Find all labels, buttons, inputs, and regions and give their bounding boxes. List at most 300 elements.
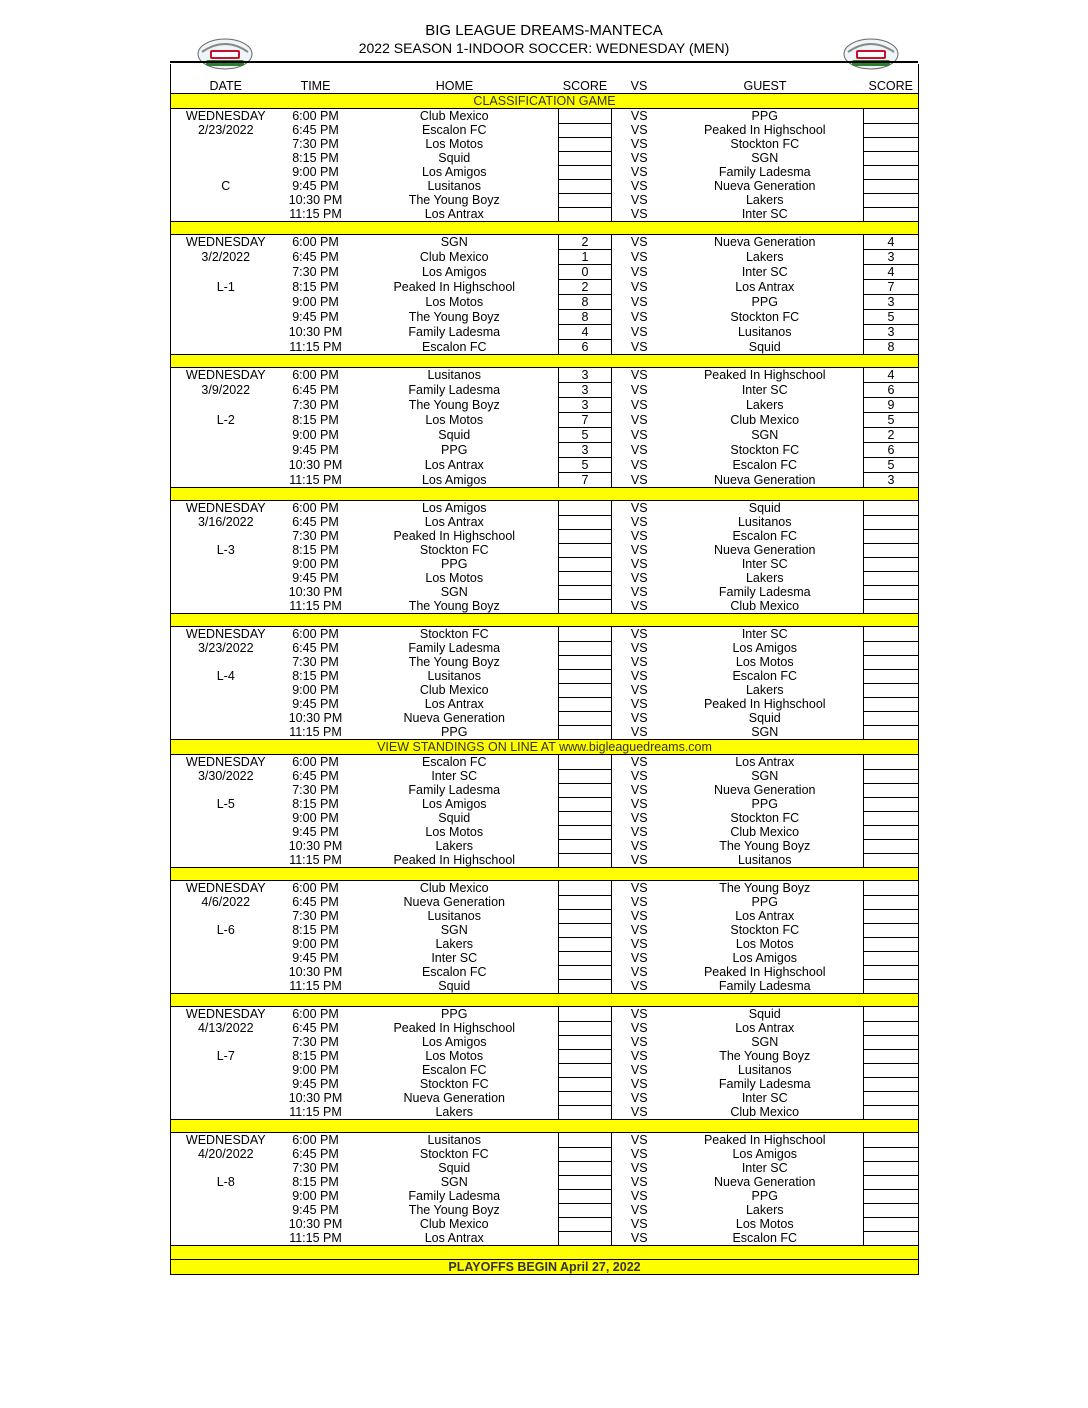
guest-team: Lusitanos bbox=[737, 515, 792, 529]
game-row bbox=[171, 711, 919, 725]
guest-score-box bbox=[864, 515, 919, 529]
game-time: 7:30 PM bbox=[292, 1161, 339, 1175]
game-time: 7:30 PM bbox=[292, 783, 339, 797]
home-score-box: 7 bbox=[559, 413, 612, 428]
game-row bbox=[171, 909, 919, 923]
guest-team: Los Amigos bbox=[732, 1147, 798, 1161]
game-time: 10:30 PM bbox=[288, 839, 343, 853]
guest-score-box bbox=[864, 1007, 919, 1022]
game-row bbox=[171, 515, 919, 529]
home-score-box bbox=[559, 797, 612, 811]
day-cell bbox=[171, 711, 281, 725]
game-time: 8:15 PM bbox=[292, 151, 339, 165]
guest-team: Lakers bbox=[745, 683, 784, 697]
game-row bbox=[171, 543, 919, 557]
guest-team: PPG bbox=[751, 295, 778, 309]
day-cell bbox=[171, 655, 281, 669]
game-time: 9:00 PM bbox=[292, 557, 339, 571]
vs-label: VS bbox=[630, 979, 648, 993]
home-score-box bbox=[559, 1021, 612, 1035]
game-row bbox=[171, 1077, 919, 1091]
vs-label: VS bbox=[630, 655, 648, 669]
week-day: WEDNESDAY bbox=[185, 627, 266, 641]
home-team: Family Ladesma bbox=[408, 383, 501, 397]
day-cell bbox=[171, 265, 281, 280]
game-time: 11:15 PM bbox=[289, 1105, 342, 1119]
guest-score-box bbox=[864, 783, 919, 797]
home-score-box bbox=[559, 895, 612, 909]
home-score-box bbox=[559, 515, 612, 529]
game-time: 6:00 PM bbox=[292, 368, 339, 383]
vs-label: VS bbox=[630, 1203, 648, 1217]
home-team: Stockton FC bbox=[419, 627, 489, 641]
guest-score-box bbox=[864, 853, 919, 868]
game-row bbox=[171, 797, 919, 811]
home-team: PPG bbox=[441, 725, 468, 739]
guest-team: Inter SC bbox=[741, 1091, 788, 1105]
vs-label: VS bbox=[630, 310, 648, 324]
home-score-box bbox=[559, 501, 612, 516]
guest-score-box bbox=[864, 1133, 919, 1148]
guest-team: The Young Boyz bbox=[719, 839, 811, 853]
game-row bbox=[171, 310, 919, 325]
week-day: WEDNESDAY bbox=[185, 755, 266, 769]
guest-team: Lusitanos bbox=[737, 325, 792, 339]
day-cell bbox=[171, 783, 281, 797]
game-time: 8:15 PM bbox=[292, 413, 339, 427]
day-cell bbox=[171, 207, 281, 222]
home-score-box bbox=[559, 811, 612, 825]
guest-score-box: 6 bbox=[864, 383, 919, 398]
guest-team: Los Motos bbox=[735, 1217, 794, 1231]
vs-label: VS bbox=[630, 923, 648, 937]
game-time: 6:00 PM bbox=[292, 109, 339, 123]
vs-label: VS bbox=[630, 1231, 648, 1245]
home-team: Escalon FC bbox=[421, 965, 487, 979]
game-time: 9:45 PM bbox=[292, 310, 339, 324]
guest-score-box bbox=[864, 1231, 919, 1246]
home-team: PPG bbox=[441, 1007, 468, 1021]
home-team: Los Amigos bbox=[421, 472, 487, 487]
separator-cell bbox=[171, 614, 919, 627]
classification-banner: CLASSIFICATION GAME bbox=[171, 94, 919, 109]
vs-label: VS bbox=[630, 641, 648, 655]
home-score-box bbox=[559, 853, 612, 868]
guest-team: Peaked In Highschool bbox=[703, 1133, 826, 1147]
home-score-box bbox=[559, 769, 612, 783]
game-time: 6:00 PM bbox=[292, 235, 339, 250]
page-subtitle: 2022 SEASON 1-INDOOR SOCCER: WEDNESDAY (MEN) bbox=[358, 40, 730, 56]
game-row bbox=[171, 250, 919, 265]
game-time: 6:00 PM bbox=[292, 881, 339, 895]
home-score-box bbox=[559, 669, 612, 683]
guest-score-box: 3 bbox=[864, 295, 919, 310]
vs-label: VS bbox=[630, 1049, 648, 1063]
classification-banner-row bbox=[171, 94, 919, 109]
day-cell bbox=[171, 1203, 281, 1217]
guest-score-box bbox=[864, 1021, 919, 1035]
vs-label: VS bbox=[630, 711, 648, 725]
game-row bbox=[171, 783, 919, 797]
home-score-box bbox=[559, 1231, 612, 1246]
vs-label: VS bbox=[630, 965, 648, 979]
home-score-box bbox=[559, 1217, 612, 1231]
home-score-box: 7 bbox=[559, 473, 612, 488]
guest-team: Lusitanos bbox=[737, 1063, 792, 1077]
home-team: The Young Boyz bbox=[408, 310, 500, 324]
game-time: 6:45 PM bbox=[292, 123, 339, 137]
home-team: Nueva Generation bbox=[403, 895, 505, 909]
home-score-box bbox=[559, 1063, 612, 1077]
game-time: 6:45 PM bbox=[292, 769, 339, 783]
game-time: 10:30 PM bbox=[288, 965, 343, 979]
separator-cell bbox=[171, 355, 919, 368]
guest-team: Club Mexico bbox=[730, 1105, 800, 1119]
vs-label: VS bbox=[630, 250, 648, 264]
game-time: 6:00 PM bbox=[292, 501, 339, 515]
home-score-box: 5 bbox=[559, 428, 612, 443]
schedule-table bbox=[170, 64, 919, 1275]
guest-score-box bbox=[864, 923, 919, 937]
vs-label: VS bbox=[630, 839, 648, 853]
vs-label: VS bbox=[630, 501, 648, 515]
day-cell bbox=[171, 443, 281, 458]
guest-team: Squid bbox=[748, 339, 781, 354]
guest-score-box bbox=[864, 529, 919, 543]
home-team: Lakers bbox=[435, 937, 474, 951]
home-score-box bbox=[559, 1007, 612, 1022]
home-team: Family Ladesma bbox=[408, 325, 501, 339]
playoffs-banner-row bbox=[171, 1260, 919, 1275]
home-team: Los Amigos bbox=[421, 797, 487, 811]
home-team: Inter SC bbox=[431, 769, 478, 783]
home-score-box bbox=[559, 151, 612, 165]
game-row bbox=[171, 937, 919, 951]
home-score-box: 8 bbox=[559, 295, 612, 310]
home-team: Lusitanos bbox=[427, 368, 481, 383]
game-time: 6:00 PM bbox=[292, 755, 339, 769]
home-score-box: 3 bbox=[559, 368, 612, 383]
home-team: Los Motos bbox=[425, 413, 484, 427]
guest-team: Los Motos bbox=[735, 937, 794, 951]
guest-score-box bbox=[864, 683, 919, 697]
week-date: 3/23/2022 bbox=[197, 641, 254, 655]
vs-label: VS bbox=[630, 697, 648, 711]
week-date: 4/6/2022 bbox=[201, 895, 251, 909]
guest-score-box bbox=[864, 979, 919, 994]
game-row bbox=[171, 109, 919, 124]
guest-team: The Young Boyz bbox=[719, 881, 811, 895]
date-header: DATE bbox=[171, 77, 281, 94]
guest-team: Stockton FC bbox=[730, 137, 800, 151]
separator-row bbox=[171, 994, 919, 1007]
column-header-row bbox=[171, 77, 919, 94]
game-time: 9:00 PM bbox=[292, 428, 339, 442]
guest-team: Peaked In Highschool bbox=[703, 123, 826, 137]
separator-row bbox=[171, 868, 919, 881]
game-row bbox=[171, 571, 919, 585]
vs-label: VS bbox=[630, 1105, 648, 1119]
vs-label: VS bbox=[630, 783, 648, 797]
game-row bbox=[171, 473, 919, 488]
week-day: WEDNESDAY bbox=[185, 109, 266, 123]
guest-team: Lakers bbox=[745, 1203, 784, 1217]
vs-label: VS bbox=[630, 123, 648, 137]
vs-label: VS bbox=[630, 895, 648, 909]
home-team: Family Ladesma bbox=[408, 641, 501, 655]
guest-score-box: 4 bbox=[864, 265, 919, 280]
day-cell bbox=[171, 585, 281, 599]
guest-score-box bbox=[864, 123, 919, 137]
guest-team: Squid bbox=[748, 501, 781, 515]
vs-label: VS bbox=[630, 1091, 648, 1105]
guest-score-box bbox=[864, 881, 919, 896]
day-cell bbox=[171, 458, 281, 473]
home-team: SGN bbox=[440, 585, 468, 599]
game-row bbox=[171, 428, 919, 443]
guest-team: SGN bbox=[751, 428, 779, 442]
guest-team: Los Antrax bbox=[735, 280, 795, 294]
guest-team: Peaked In Highschool bbox=[703, 965, 826, 979]
game-time: 9:45 PM bbox=[292, 1203, 339, 1217]
home-team: The Young Boyz bbox=[408, 398, 500, 412]
home-score-box bbox=[559, 965, 612, 979]
home-team: Lakers bbox=[435, 1105, 474, 1119]
home-team: Stockton FC bbox=[419, 543, 489, 557]
game-time: 10:30 PM bbox=[288, 585, 343, 599]
guest-team: Inter SC bbox=[741, 1161, 788, 1175]
game-row bbox=[171, 235, 919, 250]
week-day: WEDNESDAY bbox=[185, 881, 266, 895]
guest-score-box bbox=[864, 599, 919, 614]
home-score-box bbox=[559, 881, 612, 896]
home-team: Club Mexico bbox=[419, 1217, 489, 1231]
home-score-box: 3 bbox=[559, 383, 612, 398]
game-time: 7:30 PM bbox=[292, 529, 339, 543]
guest-score-box bbox=[864, 179, 919, 193]
home-score-box: 2 bbox=[559, 280, 612, 295]
home-team: Stockton FC bbox=[419, 1077, 489, 1091]
guest-team: Inter SC bbox=[741, 265, 788, 279]
guest-score-box bbox=[864, 909, 919, 923]
guest-score-box: 5 bbox=[864, 413, 919, 428]
home-score-box bbox=[559, 165, 612, 179]
day-cell bbox=[171, 1161, 281, 1175]
vs-label: VS bbox=[630, 165, 648, 179]
home-score-box bbox=[559, 1147, 612, 1161]
game-row bbox=[171, 853, 919, 868]
vs-label: VS bbox=[630, 398, 648, 412]
game-row bbox=[171, 1091, 919, 1105]
game-time: 6:45 PM bbox=[292, 1147, 339, 1161]
vs-label: VS bbox=[630, 1175, 648, 1189]
day-cell bbox=[171, 839, 281, 853]
game-time: 11:15 PM bbox=[289, 472, 342, 487]
home-team: Los Antrax bbox=[424, 697, 484, 711]
playoffs-banner: PLAYOFFS BEGIN April 27, 2022 bbox=[171, 1260, 919, 1275]
guest-team: Los Antrax bbox=[735, 1021, 795, 1035]
home-team: Los Antrax bbox=[424, 458, 484, 472]
home-team: Los Motos bbox=[425, 1049, 484, 1063]
guest-score-box bbox=[864, 543, 919, 557]
guest-team: Lakers bbox=[745, 193, 784, 207]
day-cell bbox=[171, 965, 281, 979]
guest-score-box: 2 bbox=[864, 428, 919, 443]
guest-header: GUEST bbox=[667, 77, 864, 94]
game-row bbox=[171, 1063, 919, 1077]
guest-team: Lakers bbox=[745, 571, 784, 585]
game-time: 7:30 PM bbox=[292, 1035, 339, 1049]
game-row bbox=[171, 641, 919, 655]
guest-team: Squid bbox=[748, 1007, 781, 1021]
guest-score-box bbox=[864, 627, 919, 642]
home-team: PPG bbox=[441, 443, 468, 457]
guest-team: PPG bbox=[751, 797, 778, 811]
day-cell bbox=[171, 295, 281, 310]
guest-score-box bbox=[864, 1161, 919, 1175]
day-cell bbox=[171, 1077, 281, 1091]
game-time: 11:15 PM bbox=[289, 599, 342, 613]
home-score-box bbox=[559, 179, 612, 193]
day-cell bbox=[171, 725, 281, 740]
guest-team: Club Mexico bbox=[730, 825, 800, 839]
separator-cell bbox=[171, 222, 919, 235]
home-team: Peaked In Highschool bbox=[393, 1021, 516, 1035]
home-team: Lusitanos bbox=[427, 669, 481, 683]
vs-label: VS bbox=[630, 627, 648, 641]
guest-score-box bbox=[864, 1077, 919, 1091]
home-score-box bbox=[559, 193, 612, 207]
home-team: Squid bbox=[438, 428, 471, 442]
guest-team: Inter SC bbox=[741, 207, 788, 221]
day-cell bbox=[171, 683, 281, 697]
guest-score-box bbox=[864, 1091, 919, 1105]
game-row bbox=[171, 1049, 919, 1063]
game-row bbox=[171, 1035, 919, 1049]
game-time: 9:45 PM bbox=[292, 571, 339, 585]
week-date: 3/16/2022 bbox=[197, 515, 254, 529]
vs-label: VS bbox=[630, 280, 648, 294]
guest-score-box bbox=[864, 951, 919, 965]
day-cell bbox=[171, 951, 281, 965]
home-team: Peaked In Highschool bbox=[393, 529, 516, 543]
guest-team: Family Ladesma bbox=[718, 979, 811, 993]
home-team: PPG bbox=[441, 557, 468, 571]
separator-cell bbox=[171, 1120, 919, 1133]
vs-label: VS bbox=[630, 669, 648, 683]
guest-score-box bbox=[864, 501, 919, 516]
week-code: L-4 bbox=[216, 669, 235, 683]
game-row bbox=[171, 1007, 919, 1022]
guest-team: PPG bbox=[751, 1189, 778, 1203]
day-cell bbox=[171, 937, 281, 951]
day-cell bbox=[171, 697, 281, 711]
day-cell bbox=[171, 1189, 281, 1203]
game-row bbox=[171, 881, 919, 896]
game-row bbox=[171, 769, 919, 783]
home-score-box bbox=[559, 599, 612, 614]
guest-team: Lusitanos bbox=[737, 853, 792, 867]
home-team: Club Mexico bbox=[419, 109, 489, 123]
game-time: 11:15 PM bbox=[289, 1231, 342, 1245]
home-score-box bbox=[559, 725, 612, 740]
week-date: 3/9/2022 bbox=[201, 383, 251, 397]
week-code: L-3 bbox=[216, 543, 235, 557]
home-team: Squid bbox=[438, 1161, 471, 1175]
game-row bbox=[171, 443, 919, 458]
home-score-box bbox=[559, 683, 612, 697]
guest-team: Los Antrax bbox=[735, 755, 795, 769]
game-row bbox=[171, 839, 919, 853]
guest-team: Family Ladesma bbox=[718, 165, 811, 179]
header-divider bbox=[170, 61, 918, 63]
home-team: The Young Boyz bbox=[408, 599, 500, 613]
guest-score-box: 7 bbox=[864, 280, 919, 295]
home-team: The Young Boyz bbox=[408, 1203, 500, 1217]
home-score-box bbox=[559, 557, 612, 571]
game-time: 10:30 PM bbox=[288, 1217, 343, 1231]
guest-team: SGN bbox=[751, 725, 779, 739]
vs-label: VS bbox=[630, 515, 648, 529]
day-cell bbox=[171, 853, 281, 868]
week-code: L-2 bbox=[216, 413, 235, 427]
guest-score-box bbox=[864, 811, 919, 825]
game-row bbox=[171, 151, 919, 165]
home-team: Los Motos bbox=[425, 295, 484, 309]
guest-team: Nueva Generation bbox=[714, 783, 816, 797]
vs-label: VS bbox=[630, 825, 648, 839]
game-time: 10:30 PM bbox=[288, 325, 343, 339]
game-time: 7:30 PM bbox=[292, 909, 339, 923]
guest-score-box bbox=[864, 1203, 919, 1217]
guest-team: Inter SC bbox=[741, 627, 788, 641]
day-cell bbox=[171, 325, 281, 340]
game-row bbox=[171, 557, 919, 571]
guest-score-box: 3 bbox=[864, 325, 919, 340]
game-time: 6:45 PM bbox=[292, 515, 339, 529]
guest-team: Nueva Generation bbox=[714, 543, 816, 557]
home-team: SGN bbox=[440, 1175, 468, 1189]
vs-label: VS bbox=[630, 725, 648, 739]
home-score-box bbox=[559, 207, 612, 222]
guest-score-box: 5 bbox=[864, 310, 919, 325]
game-row bbox=[171, 1161, 919, 1175]
separator-row bbox=[171, 614, 919, 627]
week-day: WEDNESDAY bbox=[185, 235, 266, 250]
home-team: Escalon FC bbox=[421, 1063, 487, 1077]
vs-label: VS bbox=[630, 599, 648, 613]
day-cell bbox=[171, 825, 281, 839]
home-team: The Young Boyz bbox=[408, 193, 500, 207]
vs-label: VS bbox=[630, 1189, 648, 1203]
game-time: 8:15 PM bbox=[292, 923, 339, 937]
guest-team: Escalon FC bbox=[732, 669, 798, 683]
vs-label: VS bbox=[630, 325, 648, 339]
home-score-box bbox=[559, 1189, 612, 1203]
game-row bbox=[171, 1217, 919, 1231]
home-score-box: 6 bbox=[559, 340, 612, 355]
week-day: WEDNESDAY bbox=[185, 501, 266, 515]
home-score-box bbox=[559, 585, 612, 599]
home-team: Inter SC bbox=[431, 951, 478, 965]
game-time: 6:45 PM bbox=[292, 895, 339, 909]
guest-score-box bbox=[864, 697, 919, 711]
home-score-box bbox=[559, 951, 612, 965]
guest-team: Family Ladesma bbox=[718, 1077, 811, 1091]
day-cell bbox=[171, 529, 281, 543]
day-cell bbox=[171, 151, 281, 165]
home-score-box bbox=[559, 783, 612, 797]
